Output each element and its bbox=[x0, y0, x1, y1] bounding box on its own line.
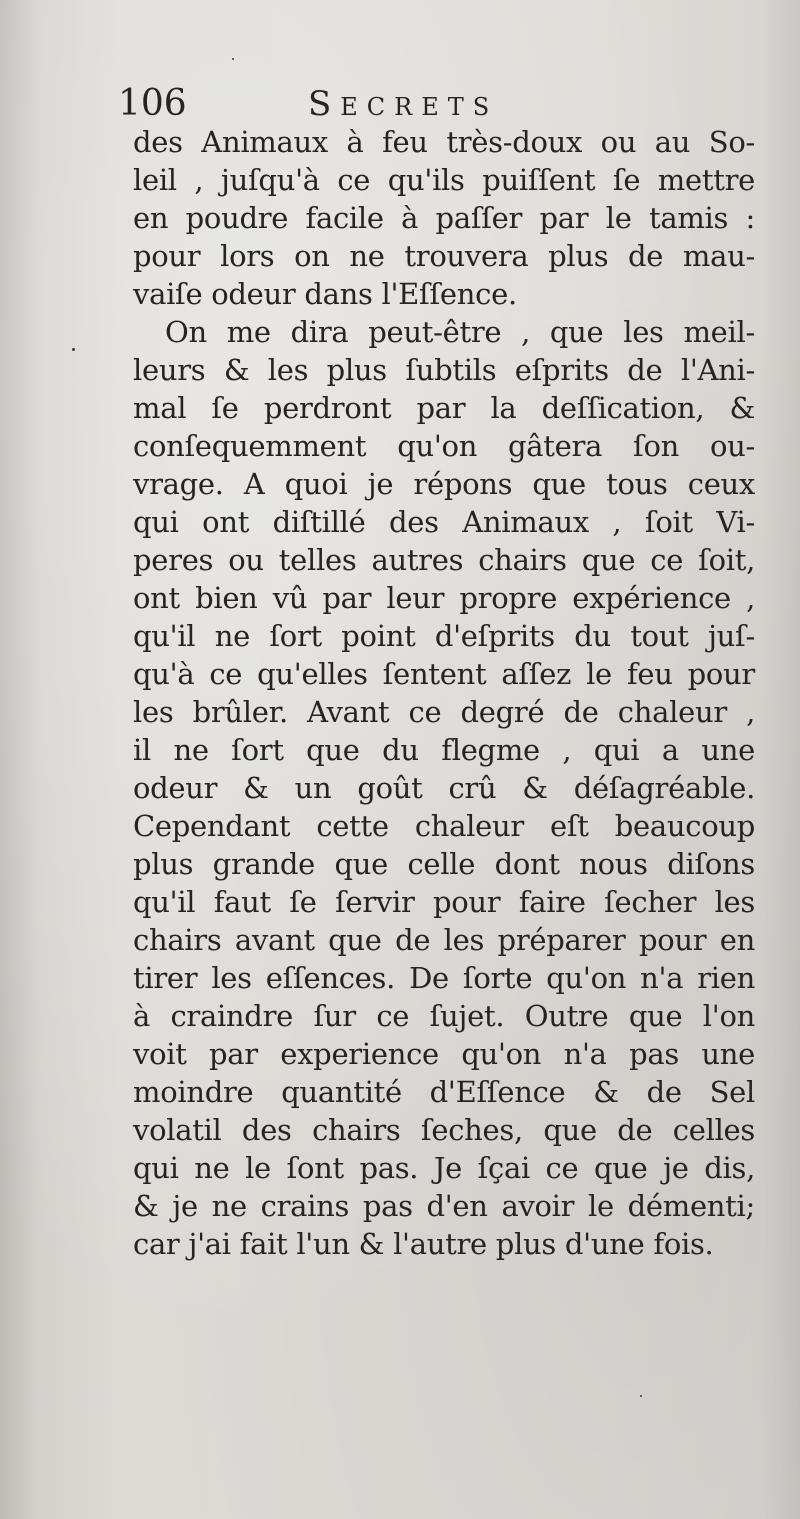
text-line: qu'il ne ſort point d'eſprits du tout juſ- bbox=[133, 619, 755, 653]
text-line: les brûler. Avant ce degré de chaleur , bbox=[133, 695, 755, 729]
text-line: mal ſe perdront par la deſſication, & bbox=[133, 391, 755, 425]
text-line: peres ou telles autres chairs que ce ſoit, bbox=[133, 543, 755, 577]
text-line: tirer les eſſences. De ſorte qu'on n'a rien bbox=[133, 961, 755, 995]
page-header bbox=[118, 82, 538, 126]
text-line: vaiſe odeur dans l'Eſſence. bbox=[133, 277, 517, 311]
text-line: Cependant cette chaleur eſt beaucoup bbox=[133, 809, 755, 843]
paper-speck bbox=[640, 1395, 642, 1397]
text-line: qui ont diſtillé des Animaux , ſoit Vi- bbox=[133, 505, 755, 539]
text-line: moindre quantité d'Eſſence & de Sel bbox=[133, 1075, 755, 1109]
text-line: plus grande que celle dont nous diſons bbox=[133, 847, 755, 881]
text-line: voit par experience qu'on n'a pas une bbox=[133, 1037, 755, 1071]
text-line: & je ne crains pas d'en avoir le démenti; bbox=[133, 1189, 755, 1223]
text-line: On me dira peut-être , que les meil- bbox=[165, 315, 755, 349]
text-line: pour lors on ne trouvera plus de mau- bbox=[133, 239, 755, 273]
text-line: ont bien vû par leur propre expérience , bbox=[133, 581, 755, 615]
paper-speck bbox=[232, 58, 234, 60]
running-title: Secrets bbox=[308, 84, 499, 124]
text-line: qu'il faut ſe ſervir pour faire ſecher les bbox=[133, 885, 755, 919]
text-line: odeur & un goût crû & déſagréable. bbox=[133, 771, 755, 805]
text-line: des Animaux à feu très-doux ou au So- bbox=[133, 125, 755, 159]
text-line: volatil des chairs ſeches, que de celles bbox=[133, 1113, 755, 1147]
text-line: à craindre ſur ce ſujet. Outre que l'on bbox=[133, 999, 755, 1033]
text-line: chairs avant que de les préparer pour en bbox=[133, 923, 755, 957]
text-line: vrage. A quoi je répons que tous ceux bbox=[133, 467, 755, 501]
page-number: 106 bbox=[118, 83, 187, 124]
text-line: en poudre facile à paſſer par le tamis : bbox=[133, 201, 755, 235]
body-text bbox=[133, 123, 755, 1263]
text-line: il ne ſort que du flegme , qui a une bbox=[133, 733, 755, 767]
text-line: qui ne le ſont pas. Je ſçai ce que je dis, bbox=[133, 1151, 755, 1185]
paper-speck bbox=[72, 348, 75, 351]
text-line: leil , juſqu'à ce qu'ils puiſſent ſe mettre bbox=[133, 163, 755, 197]
text-line: leurs & les plus ſubtils eſprits de l'Ani- bbox=[133, 353, 755, 387]
text-line: car j'ai fait l'un & l'autre plus d'une fois. bbox=[133, 1227, 714, 1261]
text-line: conſequemment qu'on gâtera ſon ou- bbox=[133, 429, 755, 463]
text-line: qu'à ce qu'elles ſentent aſſez le feu pour bbox=[133, 657, 755, 691]
